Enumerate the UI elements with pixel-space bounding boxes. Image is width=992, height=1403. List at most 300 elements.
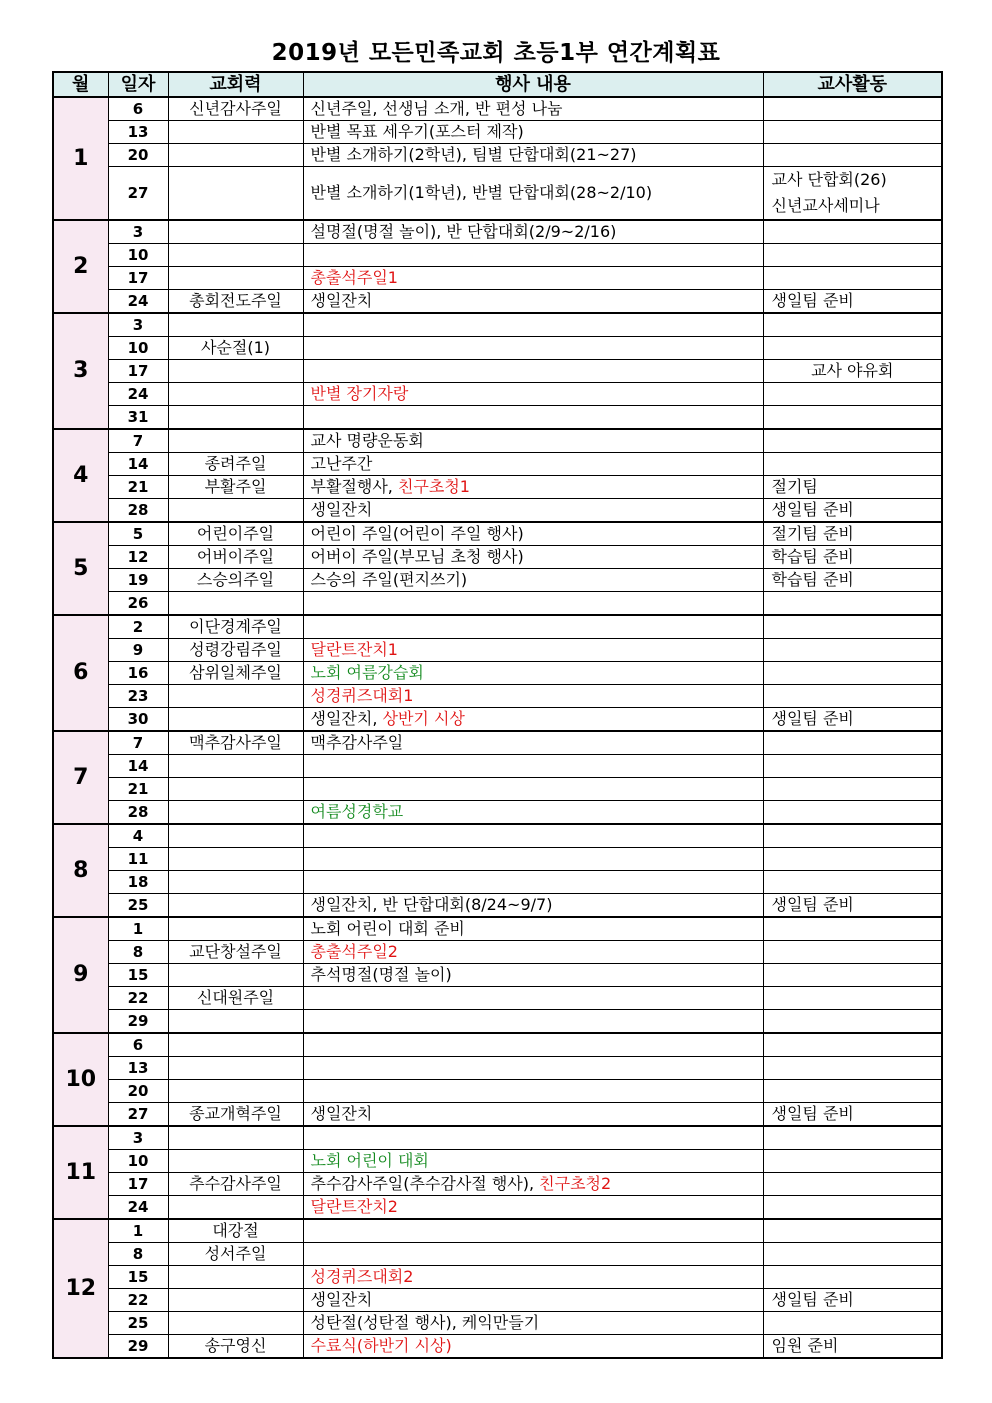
table-row: [53, 476, 942, 499]
church-calendar-cell: [168, 917, 303, 941]
date-cell: 13: [108, 1057, 168, 1080]
event-text: 성탄절(성탄절 행사), 케익만들기: [310, 1313, 540, 1332]
month-cell: 1: [53, 97, 108, 220]
church-calendar-cell: [168, 1150, 303, 1173]
church-calendar-cell: [168, 244, 303, 267]
church-calendar-cell: [168, 1266, 303, 1289]
month-cell: 11: [53, 1126, 108, 1219]
date-cell: 24: [108, 383, 168, 406]
church-calendar-cell: [168, 406, 303, 430]
event-cell: [303, 662, 763, 685]
event-text: 설명절(명절 놀이), 반 단합대회(2/9~2/16): [310, 222, 617, 241]
church-calendar-cell: [168, 313, 303, 337]
table-row: [53, 499, 942, 523]
event-cell: [303, 592, 763, 616]
date-cell: 30: [108, 708, 168, 732]
teacher-activity-cell: 학습팀 준비: [763, 546, 942, 569]
event-cell: [303, 894, 763, 918]
event-cell: [303, 429, 763, 453]
date-cell: 23: [108, 685, 168, 708]
teacher-activity-cell: [763, 1080, 942, 1103]
table-row: [53, 313, 942, 337]
event-cell: [303, 987, 763, 1010]
table-row: [53, 801, 942, 825]
table-row: [53, 1266, 942, 1289]
event-cell: [303, 685, 763, 708]
teacher-activity-cell: [763, 406, 942, 430]
date-cell: 17: [108, 267, 168, 290]
teacher-activity-cell: [763, 1033, 942, 1057]
teacher-activity-cell: [763, 731, 942, 755]
event-text: 추석명절(명절 놀이): [310, 965, 452, 984]
table-row: [53, 1312, 942, 1335]
event-cell: [303, 778, 763, 801]
table-row: [53, 406, 942, 430]
event-cell: [303, 476, 763, 499]
church-calendar-cell: 대강절: [168, 1219, 303, 1243]
event-cell: [303, 731, 763, 755]
month-cell: 7: [53, 731, 108, 824]
church-calendar-cell: 신년감사주일: [168, 97, 303, 121]
table-row: [53, 662, 942, 685]
header-row: [53, 72, 942, 97]
event-cell: [303, 167, 763, 221]
teacher-activity-cell: [763, 685, 942, 708]
church-calendar-cell: 성서주일: [168, 1243, 303, 1266]
month-block: [53, 1033, 942, 1126]
header-date: 일자: [108, 72, 168, 97]
teacher-activity-cell: [763, 144, 942, 167]
table-row: [53, 964, 942, 987]
table-row: [53, 848, 942, 871]
page-title: 2019년 모든민족교회 초등1부 연간계획표: [271, 40, 721, 66]
teacher-activity-cell: 학습팀 준비: [763, 569, 942, 592]
event-text: 노회 여름강습회: [310, 663, 424, 682]
teacher-activity-cell: [763, 1243, 942, 1266]
month-block: [53, 1219, 942, 1358]
table-row: [53, 144, 942, 167]
event-text: 생일잔치,: [310, 709, 383, 728]
church-calendar-cell: [168, 871, 303, 894]
event-cell: [303, 313, 763, 337]
church-calendar-cell: [168, 121, 303, 144]
teacher-activity-cell: [763, 1266, 942, 1289]
event-text: 맥추감사주일: [310, 733, 404, 752]
date-cell: 1: [108, 917, 168, 941]
teacher-activity-cell: [763, 1126, 942, 1150]
event-text: 생일잔치: [310, 1290, 373, 1309]
date-cell: 24: [108, 1196, 168, 1220]
event-cell: [303, 1289, 763, 1312]
event-text: 성경퀴즈대회1: [310, 686, 414, 705]
event-cell: [303, 360, 763, 383]
date-cell: 10: [108, 244, 168, 267]
teacher-activity-cell: [763, 220, 942, 244]
teacher-activity-cell: 생일팀 준비: [763, 1289, 942, 1312]
month-cell: 5: [53, 522, 108, 615]
month-block: [53, 313, 942, 429]
teacher-activity-cell: 생일팀 준비: [763, 894, 942, 918]
church-calendar-cell: [168, 144, 303, 167]
event-cell: [303, 639, 763, 662]
teacher-activity-cell: [763, 1057, 942, 1080]
teacher-activity-cell: [763, 941, 942, 964]
month-cell: 3: [53, 313, 108, 429]
date-cell: 14: [108, 755, 168, 778]
table-row: [53, 894, 942, 918]
date-cell: 15: [108, 1266, 168, 1289]
event-cell: [303, 1057, 763, 1080]
month-cell: 9: [53, 917, 108, 1033]
date-cell: 3: [108, 313, 168, 337]
teacher-activity-cell: [763, 778, 942, 801]
teacher-activity-cell: [763, 121, 942, 144]
table-row: [53, 615, 942, 639]
event-cell: [303, 824, 763, 848]
teacher-activity-cell: [763, 267, 942, 290]
date-cell: 20: [108, 1080, 168, 1103]
table-row: [53, 731, 942, 755]
table-row: [53, 1196, 942, 1220]
date-cell: 15: [108, 964, 168, 987]
date-cell: 5: [108, 522, 168, 546]
teacher-activity-cell: 생일팀 준비: [763, 1103, 942, 1127]
event-cell: [303, 569, 763, 592]
date-cell: 16: [108, 662, 168, 685]
date-cell: 4: [108, 824, 168, 848]
church-calendar-cell: [168, 167, 303, 221]
date-cell: 28: [108, 801, 168, 825]
month-cell: 2: [53, 220, 108, 313]
event-text: 추수감사주일(추수감사절 행사),: [310, 1174, 540, 1193]
church-calendar-cell: 총회전도주일: [168, 290, 303, 314]
event-text: 달란트잔치1: [310, 640, 398, 659]
month-block: [53, 824, 942, 917]
teacher-activity-cell: [763, 429, 942, 453]
church-calendar-cell: 삼위일체주일: [168, 662, 303, 685]
event-cell: [303, 871, 763, 894]
table-row: [53, 639, 942, 662]
table-row: [53, 824, 942, 848]
event-text: 노회 어린이 대회 준비: [310, 919, 465, 938]
event-cell: [303, 337, 763, 360]
teacher-activity-cell: [763, 244, 942, 267]
date-cell: 29: [108, 1335, 168, 1359]
month-block: [53, 97, 942, 220]
date-cell: 25: [108, 1312, 168, 1335]
church-calendar-cell: [168, 220, 303, 244]
event-text: 교사 명량운동회: [310, 431, 424, 450]
church-calendar-cell: 성령강림주일: [168, 639, 303, 662]
church-calendar-cell: [168, 755, 303, 778]
header-month: 월: [53, 72, 108, 97]
teacher-activity-cell: 교사 단합회(26) 신년교사세미나: [763, 167, 942, 221]
date-cell: 3: [108, 1126, 168, 1150]
table-row: [53, 546, 942, 569]
teacher-activity-cell: 임원 준비: [763, 1335, 942, 1359]
table-row: [53, 1289, 942, 1312]
teacher-activity-cell: [763, 824, 942, 848]
teacher-activity-cell: [763, 1196, 942, 1220]
table-row: [53, 360, 942, 383]
month-block: [53, 220, 942, 313]
table-row: [53, 97, 942, 121]
date-cell: 29: [108, 1010, 168, 1034]
teacher-activity-cell: [763, 1173, 942, 1196]
table-row: [53, 121, 942, 144]
church-calendar-cell: [168, 1289, 303, 1312]
table-row: [53, 167, 942, 221]
table-row: [53, 1126, 942, 1150]
header-event: 행사 내용: [303, 72, 763, 97]
event-cell: [303, 499, 763, 523]
event-cell: [303, 1103, 763, 1127]
date-cell: 21: [108, 778, 168, 801]
date-cell: 17: [108, 360, 168, 383]
teacher-activity-cell: [763, 1312, 942, 1335]
event-cell: [303, 941, 763, 964]
teacher-activity-cell: [763, 871, 942, 894]
event-cell: [303, 1335, 763, 1359]
header-church-calendar: 교회력: [168, 72, 303, 97]
table-row: [53, 1057, 942, 1080]
church-calendar-cell: [168, 1057, 303, 1080]
event-cell: [303, 522, 763, 546]
month-cell: 10: [53, 1033, 108, 1126]
month-block: [53, 731, 942, 824]
table-row: [53, 522, 942, 546]
event-cell: [303, 708, 763, 732]
teacher-activity-cell: [763, 1219, 942, 1243]
table-row: [53, 1243, 942, 1266]
event-cell: [303, 1010, 763, 1034]
date-cell: 25: [108, 894, 168, 918]
teacher-activity-cell: [763, 639, 942, 662]
event-cell: [303, 1150, 763, 1173]
table-row: [53, 383, 942, 406]
event-text: 상반기 시상: [382, 709, 465, 728]
event-cell: [303, 1126, 763, 1150]
church-calendar-cell: 부활주일: [168, 476, 303, 499]
teacher-activity-cell: [763, 337, 942, 360]
church-calendar-cell: 어린이주일: [168, 522, 303, 546]
church-calendar-cell: [168, 1033, 303, 1057]
church-calendar-cell: [168, 894, 303, 918]
table-row: [53, 778, 942, 801]
church-calendar-cell: [168, 778, 303, 801]
table-row: [53, 290, 942, 314]
church-calendar-cell: [168, 1196, 303, 1220]
table-row: [53, 244, 942, 267]
table-row: [53, 1103, 942, 1127]
event-text: 반별 소개하기(2학년), 팀별 단합대회(21~27): [310, 145, 637, 164]
date-cell: 12: [108, 546, 168, 569]
teacher-activity-cell: [763, 615, 942, 639]
event-cell: [303, 1219, 763, 1243]
event-text: 친구초청1: [397, 477, 470, 496]
teacher-activity-cell: [763, 383, 942, 406]
date-cell: 2: [108, 615, 168, 639]
date-cell: 20: [108, 144, 168, 167]
event-cell: [303, 1080, 763, 1103]
church-calendar-cell: 사순절(1): [168, 337, 303, 360]
event-cell: [303, 144, 763, 167]
event-text: 생일잔치: [310, 291, 373, 310]
date-cell: 28: [108, 499, 168, 523]
table-row: [53, 708, 942, 732]
event-cell: [303, 1173, 763, 1196]
church-calendar-cell: 스승의주일: [168, 569, 303, 592]
table-row: [53, 1150, 942, 1173]
teacher-activity-cell: [763, 964, 942, 987]
church-calendar-cell: [168, 848, 303, 871]
teacher-activity-cell: [763, 592, 942, 616]
event-text: 달란트잔치2: [310, 1197, 398, 1216]
table-row: [53, 1335, 942, 1359]
event-text: 반별 장기자랑: [310, 384, 409, 403]
table-row: [53, 685, 942, 708]
event-cell: [303, 1312, 763, 1335]
date-cell: 6: [108, 1033, 168, 1057]
church-calendar-cell: 종교개혁주일: [168, 1103, 303, 1127]
month-cell: 4: [53, 429, 108, 522]
event-cell: [303, 220, 763, 244]
table-row: [53, 871, 942, 894]
teacher-activity-cell: [763, 917, 942, 941]
teacher-activity-cell: 절기팀 준비: [763, 522, 942, 546]
table-row: [53, 1033, 942, 1057]
date-cell: 8: [108, 941, 168, 964]
month-cell: 6: [53, 615, 108, 731]
church-calendar-cell: [168, 1010, 303, 1034]
date-cell: 7: [108, 429, 168, 453]
church-calendar-cell: 종려주일: [168, 453, 303, 476]
date-cell: 7: [108, 731, 168, 755]
church-calendar-cell: 이단경계주일: [168, 615, 303, 639]
event-cell: [303, 267, 763, 290]
church-calendar-cell: [168, 267, 303, 290]
teacher-activity-cell: 생일팀 준비: [763, 290, 942, 314]
table-row: [53, 592, 942, 616]
event-text: 친구초청2: [539, 1174, 612, 1193]
table-row: [53, 1173, 942, 1196]
church-calendar-cell: 어버이주일: [168, 546, 303, 569]
teacher-activity-cell: [763, 97, 942, 121]
event-text: 노회 어린이 대회: [310, 1151, 429, 1170]
table-row: [53, 1010, 942, 1034]
teacher-activity-cell: [763, 755, 942, 778]
table-row: [53, 337, 942, 360]
event-cell: [303, 964, 763, 987]
table-row: [53, 941, 942, 964]
event-cell: [303, 615, 763, 639]
event-text: 수료식(하반기 시상): [310, 1336, 452, 1355]
table-row: [53, 429, 942, 453]
month-cell: 8: [53, 824, 108, 917]
church-calendar-cell: [168, 824, 303, 848]
teacher-activity-cell: [763, 848, 942, 871]
church-calendar-cell: [168, 685, 303, 708]
date-cell: 3: [108, 220, 168, 244]
event-text: 생일잔치: [310, 500, 373, 519]
church-calendar-cell: 신대원주일: [168, 987, 303, 1010]
event-cell: [303, 453, 763, 476]
church-calendar-cell: 송구영신: [168, 1335, 303, 1359]
church-calendar-cell: [168, 801, 303, 825]
month-cell: 12: [53, 1219, 108, 1358]
teacher-activity-cell: [763, 453, 942, 476]
teacher-activity-cell: 생일팀 준비: [763, 499, 942, 523]
table-row: [53, 220, 942, 244]
date-cell: 22: [108, 1289, 168, 1312]
date-cell: 24: [108, 290, 168, 314]
event-text: 성경퀴즈대회2: [310, 1267, 414, 1286]
date-cell: 21: [108, 476, 168, 499]
teacher-activity-cell: [763, 313, 942, 337]
event-text: 반별 목표 세우기(포스터 제작): [310, 122, 524, 141]
event-text: 어린이 주일(어린이 주일 행사): [310, 524, 524, 543]
date-cell: 19: [108, 569, 168, 592]
event-cell: [303, 97, 763, 121]
church-calendar-cell: [168, 499, 303, 523]
event-cell: [303, 1266, 763, 1289]
month-block: [53, 1126, 942, 1219]
church-calendar-cell: [168, 1126, 303, 1150]
date-cell: 13: [108, 121, 168, 144]
event-cell: [303, 244, 763, 267]
event-text: 신년주일, 선생님 소개, 반 편성 나눔: [310, 99, 563, 118]
annual-plan-table: [52, 71, 943, 1359]
event-text: 생일잔치: [310, 1104, 373, 1123]
church-calendar-cell: [168, 592, 303, 616]
event-text: 총출석주일2: [310, 942, 398, 961]
table-row: [53, 1219, 942, 1243]
teacher-activity-cell: [763, 1150, 942, 1173]
teacher-activity-cell: 절기팀: [763, 476, 942, 499]
date-cell: 10: [108, 1150, 168, 1173]
date-cell: 6: [108, 97, 168, 121]
table-row: [53, 917, 942, 941]
event-text: 여름성경학교: [310, 802, 404, 821]
event-text: 생일잔치, 반 단합대회(8/24~9/7): [310, 895, 553, 914]
date-cell: 18: [108, 871, 168, 894]
teacher-activity-cell: 생일팀 준비: [763, 708, 942, 732]
teacher-activity-cell: 교사 야유회: [763, 360, 942, 383]
month-block: [53, 522, 942, 615]
event-cell: [303, 755, 763, 778]
event-cell: [303, 121, 763, 144]
event-cell: [303, 1196, 763, 1220]
event-text: 고난주간: [310, 454, 373, 473]
table-row: [53, 755, 942, 778]
header-teacher-activity: 교사활동: [763, 72, 942, 97]
church-calendar-cell: [168, 708, 303, 732]
month-block: [53, 917, 942, 1033]
date-cell: 27: [108, 167, 168, 221]
event-cell: [303, 546, 763, 569]
event-cell: [303, 848, 763, 871]
event-text: 어버이 주일(부모님 초청 행사): [310, 547, 524, 566]
event-cell: [303, 917, 763, 941]
date-cell: 11: [108, 848, 168, 871]
event-text: 스승의 주일(편지쓰기): [310, 570, 468, 589]
date-cell: 14: [108, 453, 168, 476]
church-calendar-cell: 맥추감사주일: [168, 731, 303, 755]
church-calendar-cell: [168, 383, 303, 406]
teacher-activity-cell: [763, 801, 942, 825]
event-cell: [303, 1243, 763, 1266]
event-cell: [303, 290, 763, 314]
